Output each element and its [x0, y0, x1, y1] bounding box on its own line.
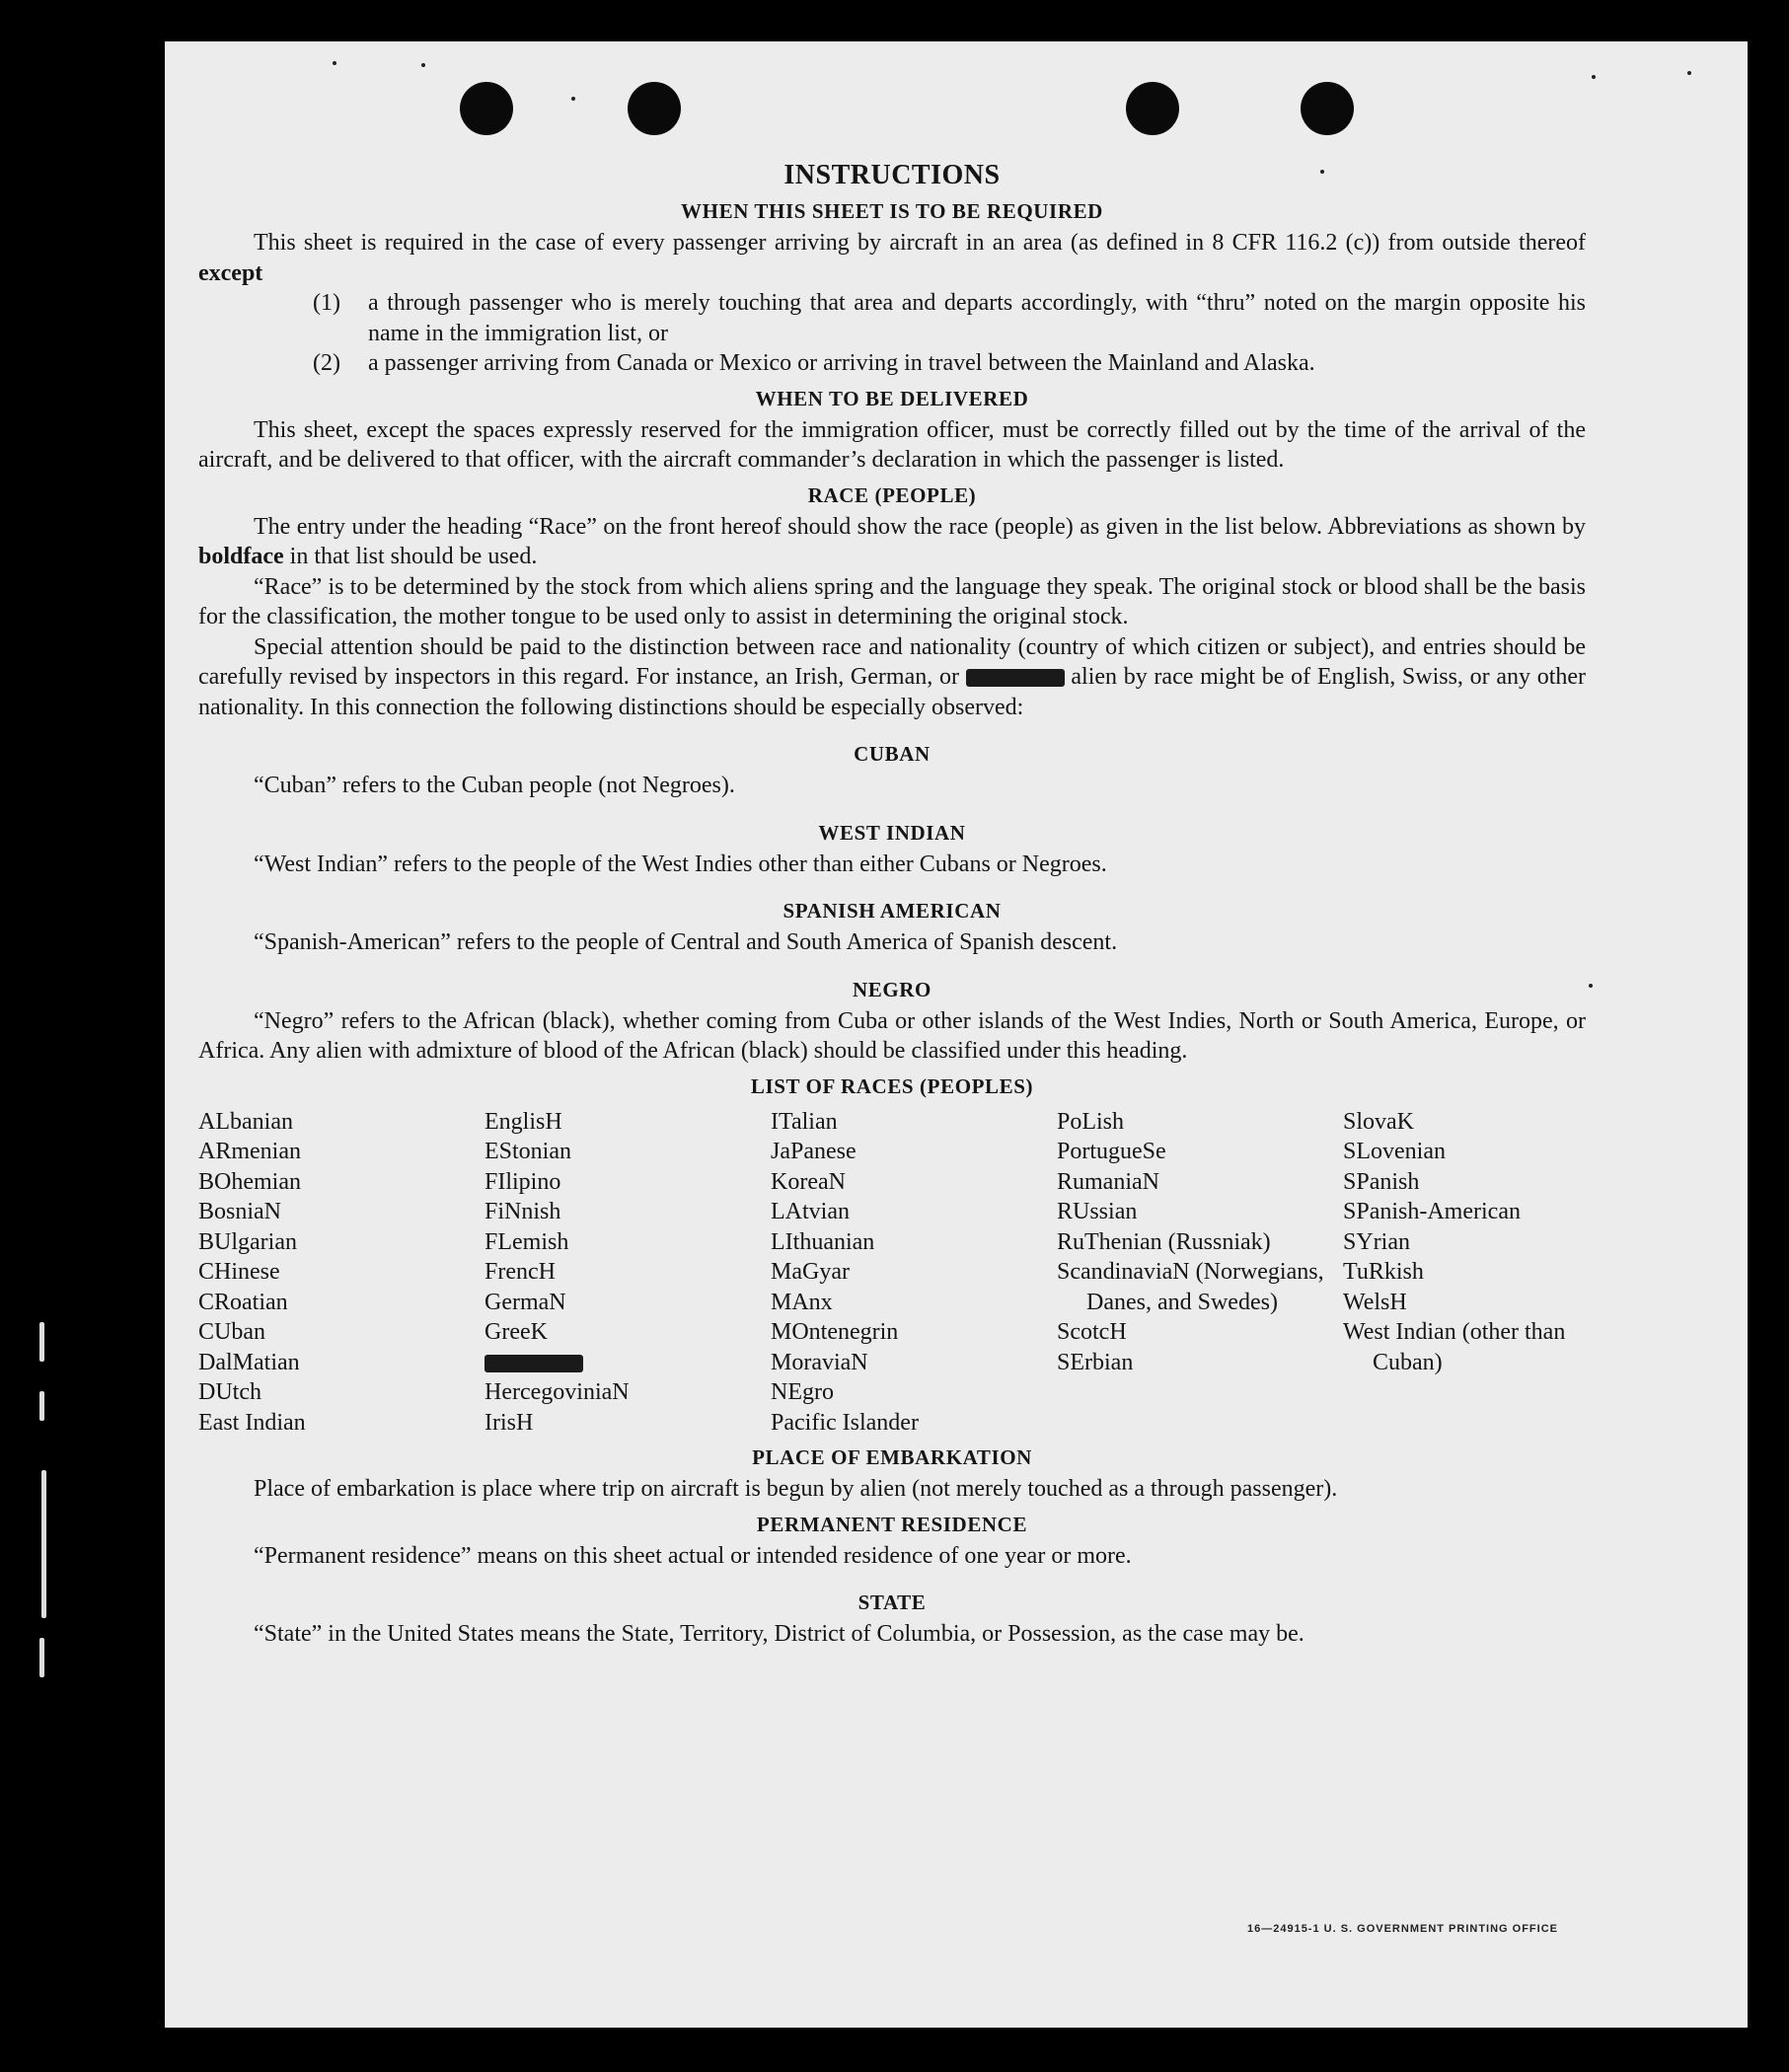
race-item: ScandinaviaN (Norwegians, Danes, and Swedes)	[1057, 1259, 1324, 1315]
speck	[1687, 71, 1691, 75]
section-heading-delivered: WHEN TO BE DELIVERED	[755, 386, 1029, 410]
punch-hole	[460, 82, 513, 135]
speck	[1589, 984, 1593, 988]
race-item: FiNnish	[485, 1199, 561, 1224]
residence-text: “Permanent residence” means on this sheet actual or intended residence of one year or more.	[254, 1542, 1132, 1569]
race-item: PoLish	[1057, 1108, 1125, 1135]
race-item: CHinese	[198, 1259, 280, 1285]
races-column	[1057, 1107, 1343, 1439]
race-item: BosniaN	[198, 1199, 281, 1224]
race-item: ARmenian	[198, 1139, 301, 1164]
race-item: GermaN	[485, 1289, 566, 1315]
race-item: HercegoviniaN	[485, 1379, 630, 1405]
embarkation-text: Place of embarkation is place where trip on aircraft is begun by alien (not merely touched as a through passenger).	[254, 1476, 1338, 1502]
section-heading-state: STATE	[857, 1591, 927, 1614]
section-heading-negro: NEGRO	[852, 977, 932, 1001]
races-column	[1343, 1107, 1586, 1439]
race-item: LAtvian	[771, 1199, 850, 1224]
race-item: CUban	[198, 1319, 265, 1345]
state-text: “State” in the United States means the State, Territory, District of Columbia, or Possession, as the case may be.	[254, 1621, 1304, 1647]
race-paragraph-2: “Race” is to be determined by the stock from which aliens spring and the language they speak. The original stock or blood shall be the basis for the classification, the mother tongue to be used only to assist in determining the original stock.	[198, 573, 1586, 629]
speck	[333, 61, 336, 65]
section-heading-embarkation: PLACE OF EMBARKATION	[752, 1445, 1032, 1469]
race-item: SPanish-American	[1343, 1199, 1521, 1224]
race-item: LIthuanian	[771, 1228, 875, 1255]
required-intro: This sheet is required in the case of every passenger arriving by aircraft in an area (as defined in 8 CFR 116.2 (c)) from outside thereof except	[198, 230, 1586, 286]
race-item: IrisH	[485, 1409, 534, 1436]
race-item: SPanish	[1343, 1168, 1420, 1195]
exception-item: (1) a through passenger who is merely touching that area and departs accordingly, with “thru” noted on the margin opposite his name in the immigration list, or	[313, 290, 1586, 346]
race-item: East Indian	[198, 1409, 306, 1436]
section-heading-race: RACE (PEOPLE)	[807, 482, 977, 507]
instruction-sheet	[165, 41, 1748, 2028]
race-paragraph-1: The entry under the heading “Race” on the front hereof should show the race (people) as given in the list below. Abbreviations as shown by boldface in that list should be used.	[198, 513, 1586, 569]
race-item: FLemish	[485, 1228, 569, 1255]
race-item: RUssian	[1057, 1199, 1138, 1224]
race-item: CRoatian	[198, 1289, 288, 1315]
race-item: NEgro	[771, 1379, 834, 1405]
race-item: ALbanian	[198, 1108, 293, 1135]
cuban-text: “Cuban” refers to the Cuban people (not Negroes).	[254, 773, 735, 798]
punch-hole	[1301, 82, 1354, 135]
race-paragraph-3: Special attention should be paid to the distinction between race and nationality (country of which citizen or subject), and entries should be carefully revised by inspectors in this regard. For instance, an Irish, German, or alien by race might be of English, Swiss, or any other nationality. In this connection the following distinctions should be especially observed:	[198, 633, 1587, 720]
race-item: GreeK	[485, 1319, 548, 1345]
section-heading-cuban: CUBAN	[854, 742, 931, 766]
section-heading-west-indian: WEST INDIAN	[818, 820, 966, 845]
race-item: BUlgarian	[198, 1228, 297, 1255]
speck	[1592, 75, 1596, 79]
race-item: MAnx	[771, 1289, 833, 1315]
races-list	[198, 1107, 1586, 1439]
race-item: EnglisH	[485, 1108, 562, 1135]
race-item: Pacific Islander	[771, 1409, 919, 1436]
punch-hole	[628, 82, 681, 135]
race-item: SErbian	[1057, 1349, 1134, 1375]
margin-mark	[39, 1322, 45, 1687]
race-item: KoreaN	[771, 1168, 846, 1195]
page-title: INSTRUCTIONS	[783, 160, 1001, 190]
race-item: West Indian (other than Cuban)	[1343, 1319, 1566, 1375]
speck	[421, 63, 425, 67]
race-item: SLovenian	[1343, 1139, 1446, 1164]
race-item: PortugueSe	[1057, 1139, 1166, 1164]
printer-imprint: 16—24915-1 U. S. GOVERNMENT PRINTING OFFICE	[1246, 1923, 1558, 1935]
race-item: MoraviaN	[771, 1349, 868, 1375]
race-item: JaPanese	[771, 1139, 857, 1164]
negro-text: “Negro” refers to the African (black), whether coming from Cuba or other islands of the West Indies, North or South America, Europe, or Africa. Any alien with admixture of blood of the African (black) should be classified under this heading.	[198, 1007, 1586, 1064]
race-item: TuRkish	[1343, 1259, 1424, 1285]
race-item: ITalian	[771, 1108, 838, 1135]
race-item: WelsH	[1343, 1289, 1407, 1315]
instructions-content	[198, 160, 1586, 1650]
race-item: MaGyar	[771, 1259, 850, 1285]
race-item: ScotcH	[1057, 1319, 1127, 1345]
section-heading-required: WHEN THIS SHEET IS TO BE REQUIRED	[681, 199, 1103, 223]
section-heading-spanish-american: SPANISH AMERICAN	[783, 899, 1002, 923]
races-column	[198, 1107, 485, 1439]
races-column	[771, 1107, 1057, 1439]
spanish-american-text: “Spanish-American” refers to the people of Central and South America of Spanish descent.	[254, 929, 1118, 955]
redaction-mark	[966, 669, 1065, 687]
race-item: DalMatian	[198, 1349, 300, 1375]
section-heading-residence: PERMANENT RESIDENCE	[756, 1512, 1028, 1536]
race-item: BOhemian	[198, 1168, 301, 1195]
races-column	[485, 1107, 771, 1439]
delivered-text: This sheet, except the spaces expressly reserved for the immigration officer, must be correctly filled out by the time of the arrival of the aircraft, and be delivered to that officer, with the aircraft commander’s declaration in which the passenger is listed.	[198, 416, 1586, 473]
race-item: SlovaK	[1343, 1108, 1414, 1135]
punch-hole	[1126, 82, 1179, 135]
race-item: FrencH	[485, 1259, 556, 1285]
race-item-redacted	[485, 1348, 771, 1378]
race-item: FIlipino	[485, 1168, 561, 1195]
race-item: DUtch	[198, 1379, 261, 1405]
race-item: MOntenegrin	[771, 1319, 899, 1345]
race-item: RuThenian (Russniak)	[1057, 1228, 1271, 1255]
races-list-heading: LIST OF RACES (PEOPLES)	[750, 1073, 1034, 1098]
race-item: SYrian	[1343, 1228, 1410, 1255]
race-item: RumaniaN	[1057, 1168, 1159, 1195]
west-indian-text: “West Indian” refers to the people of the West Indies other than either Cubans or Negroes.	[254, 851, 1107, 877]
race-item: EStonian	[485, 1139, 571, 1164]
redaction-mark	[485, 1355, 583, 1372]
speck	[571, 97, 575, 101]
exception-item: (2) a passenger arriving from Canada or Mexico or arriving in travel between the Mainland and Alaska.	[313, 350, 1315, 376]
